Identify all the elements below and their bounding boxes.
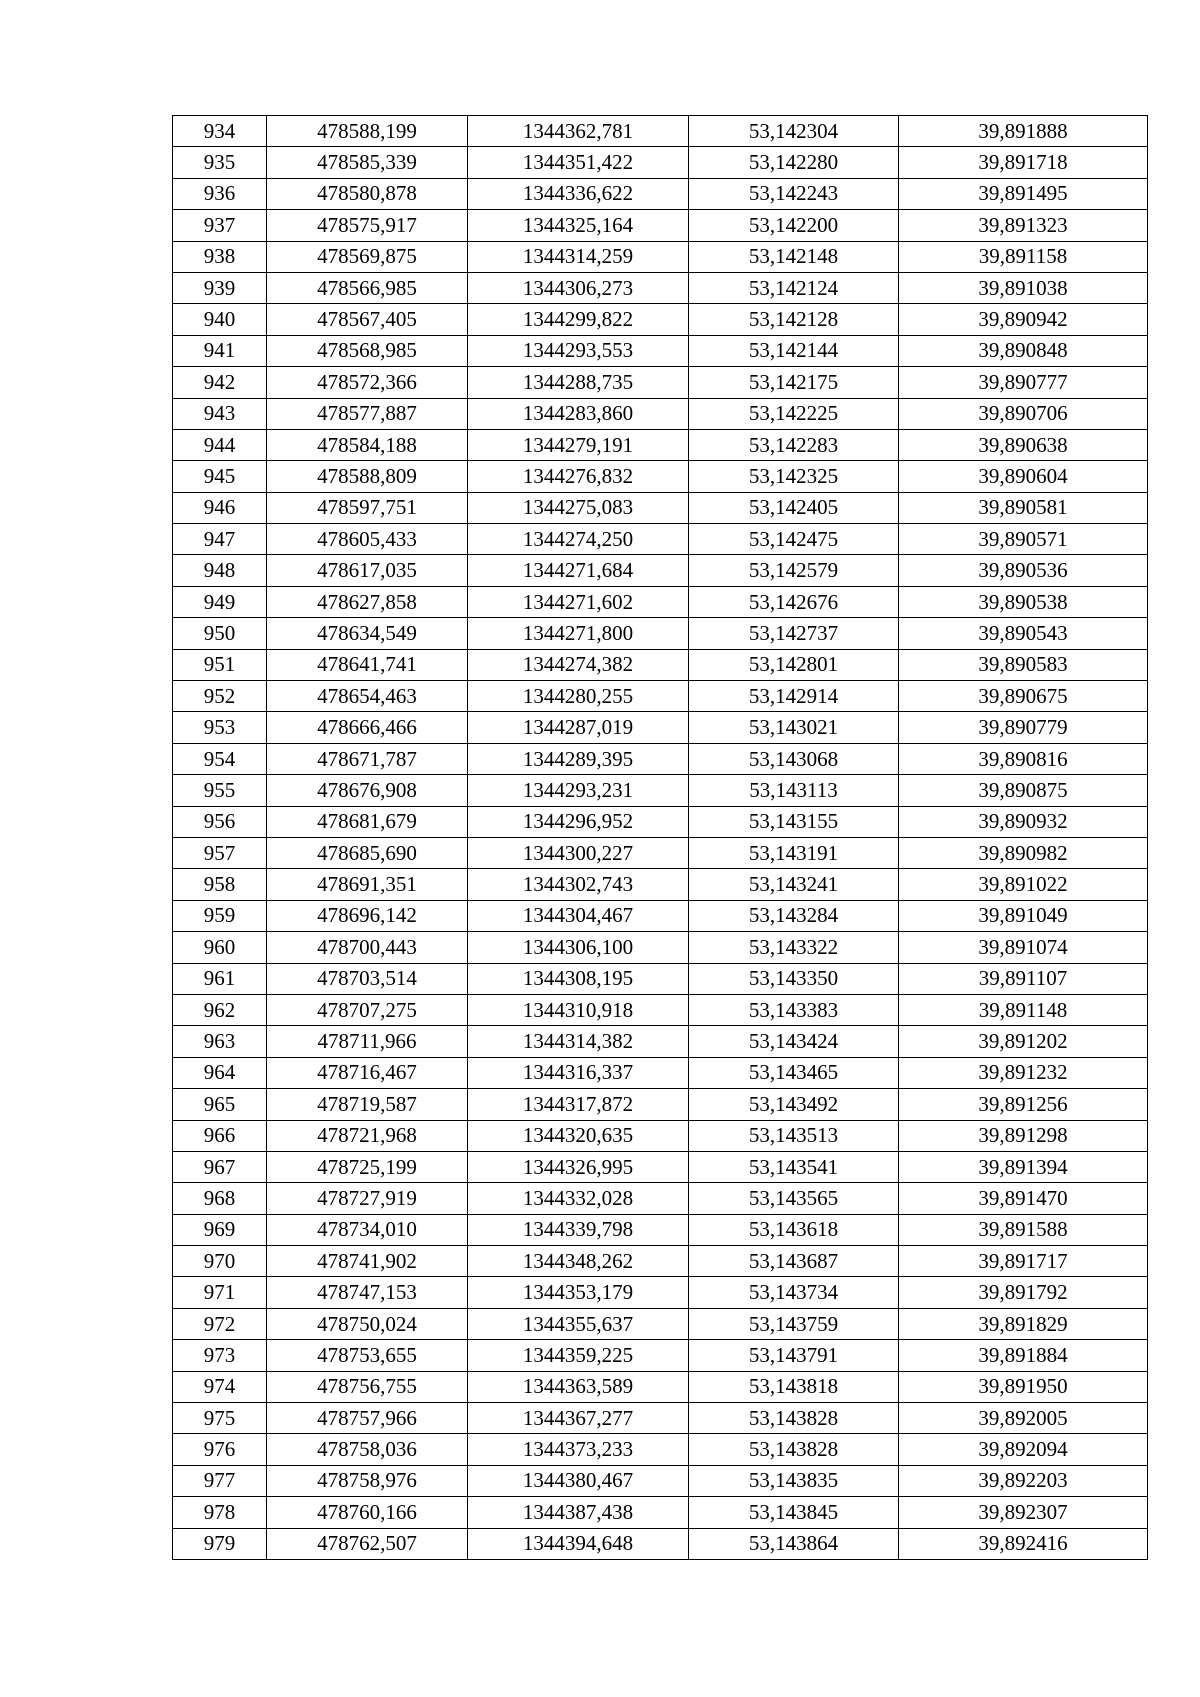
table-row (173, 837, 1148, 868)
point-number-cell: 938 (173, 241, 267, 272)
point-number-cell: 947 (173, 524, 267, 555)
point-number-cell: 967 (173, 1151, 267, 1182)
latitude-cell: 53,143565 (689, 1183, 899, 1214)
longitude-cell: 39,891074 (899, 932, 1148, 963)
table-row (173, 1465, 1148, 1496)
y-coordinate-cell: 1344271,800 (468, 618, 689, 649)
x-coordinate-cell: 478666,466 (267, 712, 468, 743)
x-coordinate-cell: 478719,587 (267, 1089, 468, 1120)
point-number-cell: 970 (173, 1246, 267, 1277)
longitude-cell: 39,890706 (899, 398, 1148, 429)
y-coordinate-cell: 1344296,952 (468, 806, 689, 837)
point-number-cell: 975 (173, 1403, 267, 1434)
latitude-cell: 53,143835 (689, 1465, 899, 1496)
table-row (173, 210, 1148, 241)
longitude-cell: 39,890538 (899, 586, 1148, 617)
y-coordinate-cell: 1344339,798 (468, 1214, 689, 1245)
y-coordinate-cell: 1344300,227 (468, 837, 689, 868)
point-number-cell: 944 (173, 429, 267, 460)
x-coordinate-cell: 478750,024 (267, 1308, 468, 1339)
table-row (173, 555, 1148, 586)
table-row (173, 1434, 1148, 1465)
point-number-cell: 950 (173, 618, 267, 649)
y-coordinate-cell: 1344380,467 (468, 1465, 689, 1496)
latitude-cell: 53,143155 (689, 806, 899, 837)
y-coordinate-cell: 1344308,195 (468, 963, 689, 994)
x-coordinate-cell: 478627,858 (267, 586, 468, 617)
longitude-cell: 39,891470 (899, 1183, 1148, 1214)
longitude-cell: 39,890777 (899, 367, 1148, 398)
y-coordinate-cell: 1344306,273 (468, 272, 689, 303)
latitude-cell: 53,142676 (689, 586, 899, 617)
longitude-cell: 39,892094 (899, 1434, 1148, 1465)
point-number-cell: 949 (173, 586, 267, 617)
longitude-cell: 39,890982 (899, 837, 1148, 868)
table-row (173, 367, 1148, 398)
table-row (173, 1151, 1148, 1182)
y-coordinate-cell: 1344293,231 (468, 775, 689, 806)
longitude-cell: 39,891107 (899, 963, 1148, 994)
longitude-cell: 39,890638 (899, 429, 1148, 460)
point-number-cell: 968 (173, 1183, 267, 1214)
y-coordinate-cell: 1344363,589 (468, 1371, 689, 1402)
longitude-cell: 39,892307 (899, 1497, 1148, 1528)
x-coordinate-cell: 478654,463 (267, 681, 468, 712)
y-coordinate-cell: 1344310,918 (468, 994, 689, 1025)
point-number-cell: 976 (173, 1434, 267, 1465)
latitude-cell: 53,142475 (689, 524, 899, 555)
longitude-cell: 39,892416 (899, 1528, 1148, 1559)
latitude-cell: 53,143465 (689, 1057, 899, 1088)
point-number-cell: 937 (173, 210, 267, 241)
latitude-cell: 53,143383 (689, 994, 899, 1025)
table-row (173, 272, 1148, 303)
y-coordinate-cell: 1344283,860 (468, 398, 689, 429)
table-row (173, 1183, 1148, 1214)
point-number-cell: 942 (173, 367, 267, 398)
y-coordinate-cell: 1344348,262 (468, 1246, 689, 1277)
x-coordinate-cell: 478585,339 (267, 147, 468, 178)
x-coordinate-cell: 478747,153 (267, 1277, 468, 1308)
x-coordinate-cell: 478634,549 (267, 618, 468, 649)
y-coordinate-cell: 1344362,781 (468, 116, 689, 147)
point-number-cell: 959 (173, 900, 267, 931)
x-coordinate-cell: 478756,755 (267, 1371, 468, 1402)
longitude-cell: 39,891888 (899, 116, 1148, 147)
longitude-cell: 39,890543 (899, 618, 1148, 649)
y-coordinate-cell: 1344325,164 (468, 210, 689, 241)
table-row (173, 1371, 1148, 1402)
longitude-cell: 39,891298 (899, 1120, 1148, 1151)
latitude-cell: 53,142405 (689, 492, 899, 523)
y-coordinate-cell: 1344275,083 (468, 492, 689, 523)
x-coordinate-cell: 478758,036 (267, 1434, 468, 1465)
y-coordinate-cell: 1344355,637 (468, 1308, 689, 1339)
longitude-cell: 39,891884 (899, 1340, 1148, 1371)
table-row (173, 1089, 1148, 1120)
x-coordinate-cell: 478577,887 (267, 398, 468, 429)
x-coordinate-cell: 478584,188 (267, 429, 468, 460)
x-coordinate-cell: 478681,679 (267, 806, 468, 837)
table-row (173, 461, 1148, 492)
y-coordinate-cell: 1344280,255 (468, 681, 689, 712)
latitude-cell: 53,142325 (689, 461, 899, 492)
table-row (173, 932, 1148, 963)
x-coordinate-cell: 478711,966 (267, 1026, 468, 1057)
longitude-cell: 39,890583 (899, 649, 1148, 680)
x-coordinate-cell: 478597,751 (267, 492, 468, 523)
x-coordinate-cell: 478566,985 (267, 272, 468, 303)
point-number-cell: 934 (173, 116, 267, 147)
x-coordinate-cell: 478734,010 (267, 1214, 468, 1245)
y-coordinate-cell: 1344271,684 (468, 555, 689, 586)
latitude-cell: 53,143241 (689, 869, 899, 900)
latitude-cell: 53,142801 (689, 649, 899, 680)
x-coordinate-cell: 478721,968 (267, 1120, 468, 1151)
table-row (173, 963, 1148, 994)
longitude-cell: 39,892203 (899, 1465, 1148, 1496)
latitude-cell: 53,143424 (689, 1026, 899, 1057)
table-row (173, 743, 1148, 774)
coordinates-table-body (173, 116, 1148, 1560)
longitude-cell: 39,890816 (899, 743, 1148, 774)
longitude-cell: 39,891202 (899, 1026, 1148, 1057)
latitude-cell: 53,142148 (689, 241, 899, 272)
latitude-cell: 53,143828 (689, 1403, 899, 1434)
y-coordinate-cell: 1344351,422 (468, 147, 689, 178)
point-number-cell: 956 (173, 806, 267, 837)
table-row (173, 147, 1148, 178)
x-coordinate-cell: 478641,741 (267, 649, 468, 680)
y-coordinate-cell: 1344332,028 (468, 1183, 689, 1214)
latitude-cell: 53,143791 (689, 1340, 899, 1371)
longitude-cell: 39,890536 (899, 555, 1148, 586)
latitude-cell: 53,143492 (689, 1089, 899, 1120)
table-row (173, 1246, 1148, 1277)
longitude-cell: 39,890875 (899, 775, 1148, 806)
table-row (173, 1497, 1148, 1528)
latitude-cell: 53,143818 (689, 1371, 899, 1402)
table-row (173, 1277, 1148, 1308)
latitude-cell: 53,143541 (689, 1151, 899, 1182)
point-number-cell: 940 (173, 304, 267, 335)
latitude-cell: 53,143513 (689, 1120, 899, 1151)
table-row (173, 335, 1148, 366)
latitude-cell: 53,143068 (689, 743, 899, 774)
x-coordinate-cell: 478671,787 (267, 743, 468, 774)
table-row (173, 1120, 1148, 1151)
y-coordinate-cell: 1344367,277 (468, 1403, 689, 1434)
latitude-cell: 53,142225 (689, 398, 899, 429)
y-coordinate-cell: 1344276,832 (468, 461, 689, 492)
y-coordinate-cell: 1344320,635 (468, 1120, 689, 1151)
y-coordinate-cell: 1344288,735 (468, 367, 689, 398)
x-coordinate-cell: 478741,902 (267, 1246, 468, 1277)
x-coordinate-cell: 478758,976 (267, 1465, 468, 1496)
point-number-cell: 966 (173, 1120, 267, 1151)
x-coordinate-cell: 478567,405 (267, 304, 468, 335)
point-number-cell: 943 (173, 398, 267, 429)
table-row (173, 681, 1148, 712)
point-number-cell: 962 (173, 994, 267, 1025)
point-number-cell: 948 (173, 555, 267, 586)
longitude-cell: 39,890932 (899, 806, 1148, 837)
longitude-cell: 39,890675 (899, 681, 1148, 712)
x-coordinate-cell: 478685,690 (267, 837, 468, 868)
y-coordinate-cell: 1344289,395 (468, 743, 689, 774)
table-row (173, 1026, 1148, 1057)
longitude-cell: 39,891158 (899, 241, 1148, 272)
point-number-cell: 977 (173, 1465, 267, 1496)
latitude-cell: 53,142579 (689, 555, 899, 586)
longitude-cell: 39,890604 (899, 461, 1148, 492)
x-coordinate-cell: 478757,966 (267, 1403, 468, 1434)
y-coordinate-cell: 1344326,995 (468, 1151, 689, 1182)
y-coordinate-cell: 1344314,259 (468, 241, 689, 272)
point-number-cell: 978 (173, 1497, 267, 1528)
point-number-cell: 974 (173, 1371, 267, 1402)
y-coordinate-cell: 1344279,191 (468, 429, 689, 460)
table-row (173, 900, 1148, 931)
longitude-cell: 39,891717 (899, 1246, 1148, 1277)
table-row (173, 586, 1148, 617)
y-coordinate-cell: 1344299,822 (468, 304, 689, 335)
point-number-cell: 936 (173, 178, 267, 209)
latitude-cell: 53,143191 (689, 837, 899, 868)
latitude-cell: 53,143734 (689, 1277, 899, 1308)
y-coordinate-cell: 1344271,602 (468, 586, 689, 617)
x-coordinate-cell: 478572,366 (267, 367, 468, 398)
latitude-cell: 53,143618 (689, 1214, 899, 1245)
y-coordinate-cell: 1344336,622 (468, 178, 689, 209)
x-coordinate-cell: 478569,875 (267, 241, 468, 272)
latitude-cell: 53,143322 (689, 932, 899, 963)
y-coordinate-cell: 1344373,233 (468, 1434, 689, 1465)
y-coordinate-cell: 1344287,019 (468, 712, 689, 743)
x-coordinate-cell: 478588,199 (267, 116, 468, 147)
point-number-cell: 965 (173, 1089, 267, 1120)
point-number-cell: 954 (173, 743, 267, 774)
x-coordinate-cell: 478691,351 (267, 869, 468, 900)
table-row (173, 1214, 1148, 1245)
latitude-cell: 53,143113 (689, 775, 899, 806)
table-row (173, 429, 1148, 460)
latitude-cell: 53,142144 (689, 335, 899, 366)
x-coordinate-cell: 478760,166 (267, 1497, 468, 1528)
x-coordinate-cell: 478707,275 (267, 994, 468, 1025)
longitude-cell: 39,891829 (899, 1308, 1148, 1339)
x-coordinate-cell: 478696,142 (267, 900, 468, 931)
latitude-cell: 53,142283 (689, 429, 899, 460)
x-coordinate-cell: 478617,035 (267, 555, 468, 586)
y-coordinate-cell: 1344317,872 (468, 1089, 689, 1120)
table-row (173, 178, 1148, 209)
x-coordinate-cell: 478700,443 (267, 932, 468, 963)
longitude-cell: 39,892005 (899, 1403, 1148, 1434)
y-coordinate-cell: 1344304,467 (468, 900, 689, 931)
latitude-cell: 53,143845 (689, 1497, 899, 1528)
x-coordinate-cell: 478727,919 (267, 1183, 468, 1214)
x-coordinate-cell: 478605,433 (267, 524, 468, 555)
longitude-cell: 39,891256 (899, 1089, 1148, 1120)
y-coordinate-cell: 1344394,648 (468, 1528, 689, 1559)
table-row (173, 775, 1148, 806)
y-coordinate-cell: 1344314,382 (468, 1026, 689, 1057)
point-number-cell: 963 (173, 1026, 267, 1057)
x-coordinate-cell: 478716,467 (267, 1057, 468, 1088)
longitude-cell: 39,891323 (899, 210, 1148, 241)
point-number-cell: 958 (173, 869, 267, 900)
longitude-cell: 39,891049 (899, 900, 1148, 931)
latitude-cell: 53,142200 (689, 210, 899, 241)
y-coordinate-cell: 1344302,743 (468, 869, 689, 900)
latitude-cell: 53,143828 (689, 1434, 899, 1465)
table-row (173, 806, 1148, 837)
table-row (173, 116, 1148, 147)
x-coordinate-cell: 478725,199 (267, 1151, 468, 1182)
table-row (173, 869, 1148, 900)
longitude-cell: 39,890779 (899, 712, 1148, 743)
y-coordinate-cell: 1344293,553 (468, 335, 689, 366)
y-coordinate-cell: 1344274,250 (468, 524, 689, 555)
y-coordinate-cell: 1344306,100 (468, 932, 689, 963)
point-number-cell: 952 (173, 681, 267, 712)
point-number-cell: 969 (173, 1214, 267, 1245)
table-row (173, 1057, 1148, 1088)
x-coordinate-cell: 478575,917 (267, 210, 468, 241)
longitude-cell: 39,891394 (899, 1151, 1148, 1182)
latitude-cell: 53,143350 (689, 963, 899, 994)
point-number-cell: 979 (173, 1528, 267, 1559)
point-number-cell: 957 (173, 837, 267, 868)
longitude-cell: 39,891950 (899, 1371, 1148, 1402)
longitude-cell: 39,890581 (899, 492, 1148, 523)
y-coordinate-cell: 1344359,225 (468, 1340, 689, 1371)
longitude-cell: 39,890848 (899, 335, 1148, 366)
longitude-cell: 39,891495 (899, 178, 1148, 209)
longitude-cell: 39,891718 (899, 147, 1148, 178)
table-row (173, 1308, 1148, 1339)
latitude-cell: 53,143759 (689, 1308, 899, 1339)
longitude-cell: 39,891022 (899, 869, 1148, 900)
point-number-cell: 972 (173, 1308, 267, 1339)
point-number-cell: 973 (173, 1340, 267, 1371)
latitude-cell: 53,142175 (689, 367, 899, 398)
table-row (173, 1340, 1148, 1371)
table-row (173, 398, 1148, 429)
table-row (173, 649, 1148, 680)
latitude-cell: 53,142128 (689, 304, 899, 335)
x-coordinate-cell: 478676,908 (267, 775, 468, 806)
y-coordinate-cell: 1344274,382 (468, 649, 689, 680)
latitude-cell: 53,143687 (689, 1246, 899, 1277)
point-number-cell: 953 (173, 712, 267, 743)
table-row (173, 618, 1148, 649)
point-number-cell: 961 (173, 963, 267, 994)
point-number-cell: 955 (173, 775, 267, 806)
longitude-cell: 39,891232 (899, 1057, 1148, 1088)
longitude-cell: 39,890942 (899, 304, 1148, 335)
latitude-cell: 53,142124 (689, 272, 899, 303)
y-coordinate-cell: 1344353,179 (468, 1277, 689, 1308)
x-coordinate-cell: 478568,985 (267, 335, 468, 366)
latitude-cell: 53,143021 (689, 712, 899, 743)
table-row (173, 524, 1148, 555)
point-number-cell: 946 (173, 492, 267, 523)
table-row (173, 1528, 1148, 1559)
table-row (173, 712, 1148, 743)
x-coordinate-cell: 478703,514 (267, 963, 468, 994)
table-row (173, 994, 1148, 1025)
table-row (173, 492, 1148, 523)
latitude-cell: 53,142243 (689, 178, 899, 209)
y-coordinate-cell: 1344387,438 (468, 1497, 689, 1528)
latitude-cell: 53,143864 (689, 1528, 899, 1559)
latitude-cell: 53,142280 (689, 147, 899, 178)
point-number-cell: 971 (173, 1277, 267, 1308)
point-number-cell: 935 (173, 147, 267, 178)
latitude-cell: 53,142914 (689, 681, 899, 712)
latitude-cell: 53,142737 (689, 618, 899, 649)
x-coordinate-cell: 478753,655 (267, 1340, 468, 1371)
x-coordinate-cell: 478580,878 (267, 178, 468, 209)
point-number-cell: 939 (173, 272, 267, 303)
longitude-cell: 39,891588 (899, 1214, 1148, 1245)
point-number-cell: 941 (173, 335, 267, 366)
y-coordinate-cell: 1344316,337 (468, 1057, 689, 1088)
table-row (173, 304, 1148, 335)
longitude-cell: 39,891792 (899, 1277, 1148, 1308)
point-number-cell: 951 (173, 649, 267, 680)
longitude-cell: 39,890571 (899, 524, 1148, 555)
point-number-cell: 945 (173, 461, 267, 492)
x-coordinate-cell: 478588,809 (267, 461, 468, 492)
longitude-cell: 39,891148 (899, 994, 1148, 1025)
point-number-cell: 960 (173, 932, 267, 963)
latitude-cell: 53,143284 (689, 900, 899, 931)
coordinates-table (172, 115, 1148, 1560)
point-number-cell: 964 (173, 1057, 267, 1088)
table-row (173, 241, 1148, 272)
longitude-cell: 39,891038 (899, 272, 1148, 303)
latitude-cell: 53,142304 (689, 116, 899, 147)
x-coordinate-cell: 478762,507 (267, 1528, 468, 1559)
table-row (173, 1403, 1148, 1434)
